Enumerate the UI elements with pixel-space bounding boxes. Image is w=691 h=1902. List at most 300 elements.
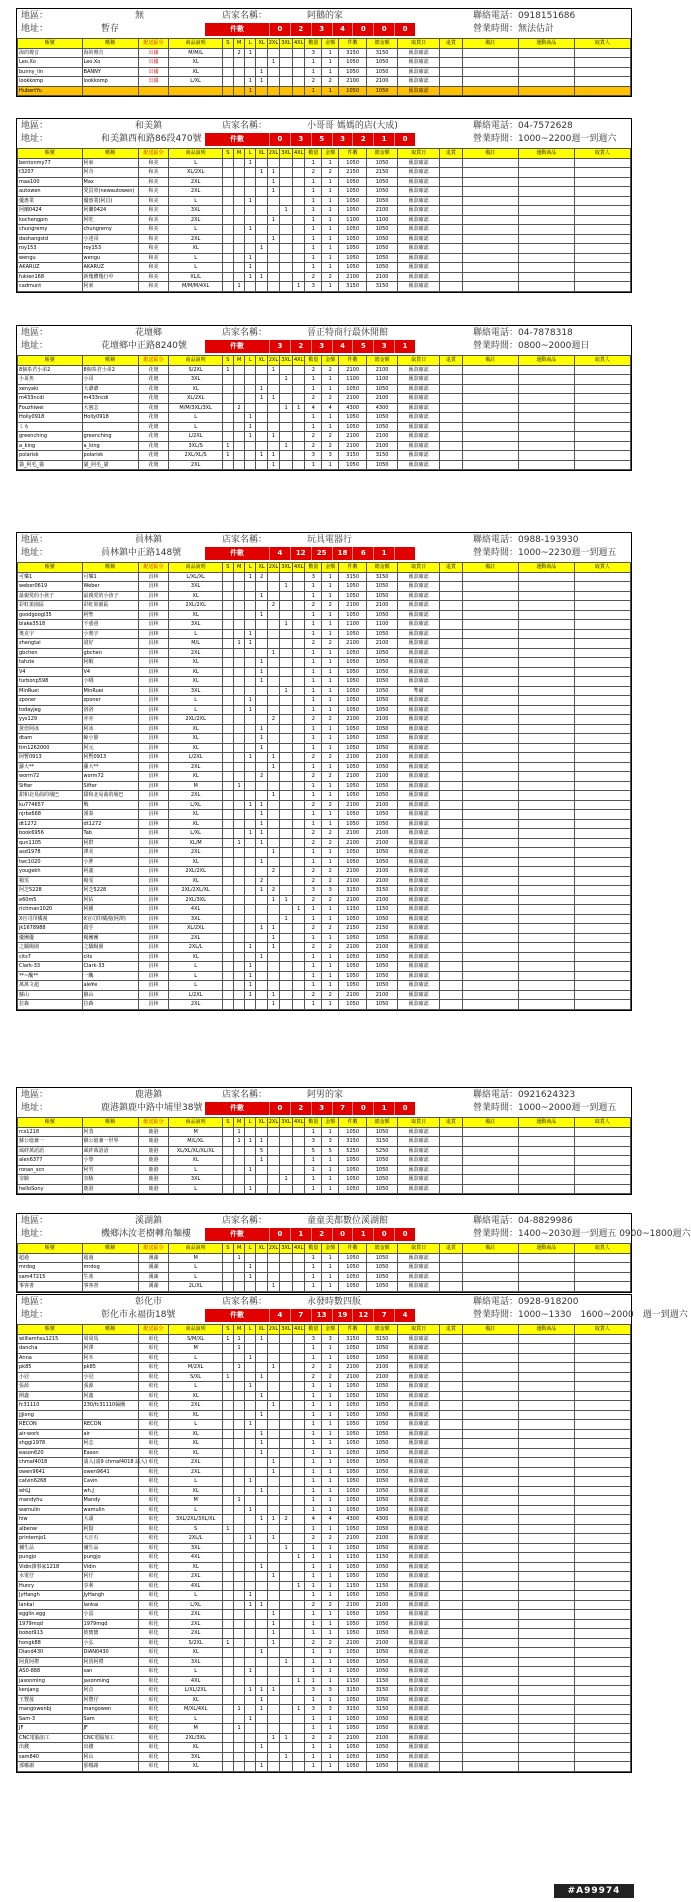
table-cell: air <box>82 1429 138 1439</box>
table-row[interactable] <box>18 629 631 639</box>
table-cell <box>222 1629 233 1639</box>
table-row[interactable] <box>18 1667 631 1677</box>
table-cell <box>280 1420 293 1430</box>
table-row[interactable] <box>18 1600 631 1610</box>
table-row[interactable] <box>18 1581 631 1591</box>
column-header: 商品說明 <box>169 39 222 49</box>
table-row[interactable] <box>18 1714 631 1724</box>
table-cell <box>245 781 256 791</box>
table-row[interactable] <box>18 762 631 772</box>
table-cell: 1 <box>267 215 280 225</box>
table-cell <box>267 1382 280 1392</box>
table-row[interactable] <box>18 1382 631 1392</box>
table-row[interactable] <box>18 1146 631 1156</box>
table-row[interactable] <box>18 48 631 58</box>
table-cell: 1050 <box>339 187 367 197</box>
table-row[interactable] <box>18 1410 631 1420</box>
table-cell: 1 <box>322 1000 339 1010</box>
table-row[interactable] <box>18 582 631 592</box>
table-row[interactable] <box>18 375 631 385</box>
table-cell <box>440 762 462 772</box>
table-row[interactable] <box>18 1752 631 1762</box>
table-row[interactable] <box>18 1401 631 1411</box>
table-row[interactable] <box>18 1477 631 1487</box>
table-cell: 花壇 <box>138 451 169 461</box>
table-row[interactable] <box>18 1372 631 1382</box>
table-row[interactable] <box>18 1127 631 1137</box>
table-cell: 3150 <box>339 48 367 58</box>
table-row[interactable] <box>18 394 631 404</box>
table-row[interactable] <box>18 187 631 197</box>
table-cell: 1 <box>245 413 256 423</box>
table-cell: 1050 <box>339 1175 367 1185</box>
table-cell <box>267 696 280 706</box>
table-row[interactable] <box>18 215 631 225</box>
table-row[interactable] <box>18 734 631 744</box>
table-row[interactable] <box>18 1353 631 1363</box>
table-row[interactable] <box>18 971 631 981</box>
table-row[interactable] <box>18 58 631 68</box>
table-cell <box>462 1695 518 1705</box>
table-cell <box>518 1553 574 1563</box>
table-row[interactable] <box>18 1363 631 1373</box>
table-cell: 1050 <box>339 1752 367 1762</box>
table-cell: 楊雯 <box>18 876 83 886</box>
table-cell: 1 <box>222 1334 233 1344</box>
table-row[interactable] <box>18 225 631 235</box>
table-row[interactable] <box>18 724 631 734</box>
table-cell <box>292 1524 305 1534</box>
table-cell: zponer <box>18 696 83 706</box>
table-row[interactable] <box>18 886 631 896</box>
table-row[interactable] <box>18 1572 631 1582</box>
table-cell: 匯款確認 <box>398 810 440 820</box>
table-row[interactable] <box>18 1253 631 1263</box>
table-row[interactable] <box>18 1429 631 1439</box>
table-cell: 匯款確認 <box>398 800 440 810</box>
table-cell <box>222 781 233 791</box>
table-row[interactable] <box>18 610 631 620</box>
table-cell <box>574 48 630 58</box>
table-cell: 匯款確認 <box>398 1505 440 1515</box>
table-row[interactable] <box>18 1334 631 1344</box>
table-cell: 1 <box>322 422 339 432</box>
table-row[interactable] <box>18 952 631 962</box>
table-cell <box>518 1334 574 1344</box>
table-row[interactable] <box>18 1458 631 1468</box>
table-cell <box>234 677 245 687</box>
table-row[interactable] <box>18 1344 631 1354</box>
table-row[interactable] <box>18 1724 631 1734</box>
table-row[interactable] <box>18 422 631 432</box>
table-row[interactable] <box>18 1486 631 1496</box>
table-cell: L <box>169 413 222 423</box>
table-cell: 2 <box>305 77 322 87</box>
table-cell <box>234 1165 245 1175</box>
table-cell: 1 <box>267 648 280 658</box>
table-cell <box>440 1282 462 1292</box>
table-row[interactable] <box>18 962 631 972</box>
table-cell: 1 <box>234 1496 245 1506</box>
table-row[interactable] <box>18 819 631 829</box>
table-cell <box>222 753 233 763</box>
table-row[interactable] <box>18 1165 631 1175</box>
table-cell: 1 <box>305 810 322 820</box>
table-cell: 1 <box>267 1733 280 1743</box>
table-cell: 1050 <box>367 819 398 829</box>
table-cell <box>440 432 462 442</box>
table-row[interactable] <box>18 177 631 187</box>
table-cell <box>245 1146 256 1156</box>
table-row[interactable] <box>18 1762 631 1772</box>
table-cell <box>518 648 574 658</box>
table-row[interactable] <box>18 1619 631 1629</box>
table-cell: 溪湖 <box>138 1253 169 1263</box>
table-cell: 1 <box>305 686 322 696</box>
column-header: 運動商品 <box>518 149 574 159</box>
table-cell: 2150 <box>367 924 398 934</box>
table-row[interactable] <box>18 403 631 413</box>
table-cell <box>234 1648 245 1658</box>
table-row[interactable] <box>18 800 631 810</box>
table-cell: goodgoogl35 <box>18 610 83 620</box>
table-cell: M/M/3XL/3XL <box>169 403 222 413</box>
table-row[interactable] <box>18 86 631 96</box>
table-cell: XL/L <box>169 272 222 282</box>
table-row[interactable] <box>18 1505 631 1515</box>
table-row[interactable] <box>18 933 631 943</box>
table-cell: 3150 <box>367 1137 398 1147</box>
table-row[interactable] <box>18 810 631 820</box>
table-row[interactable] <box>18 1610 631 1620</box>
column-header: 配送區分 <box>138 149 169 159</box>
table-row[interactable] <box>18 914 631 924</box>
table-row[interactable] <box>18 441 631 451</box>
table-cell: 不惑爸 <box>82 620 138 630</box>
table-row[interactable] <box>18 1175 631 1185</box>
table-cell <box>574 1458 630 1468</box>
table-cell: 1050 <box>339 1496 367 1506</box>
table-cell: cits <box>82 952 138 962</box>
table-row[interactable] <box>18 1263 631 1273</box>
table-row[interactable] <box>18 686 631 696</box>
table-cell <box>518 620 574 630</box>
table-row[interactable] <box>18 1657 631 1667</box>
table-cell <box>440 886 462 896</box>
table-cell <box>222 432 233 442</box>
table-row[interactable] <box>18 620 631 630</box>
table-cell <box>256 971 267 981</box>
table-row[interactable] <box>18 1439 631 1449</box>
table-cell: 事客書 <box>18 1282 83 1292</box>
table-row[interactable] <box>18 365 631 375</box>
table-cell <box>267 403 280 413</box>
table-cell: printemjo1 <box>18 1534 83 1544</box>
table-row[interactable] <box>18 1524 631 1534</box>
table-cell: 1 <box>305 1486 322 1496</box>
table-cell <box>574 177 630 187</box>
table-cell: 匯款確認 <box>398 1610 440 1620</box>
table-row[interactable] <box>18 77 631 87</box>
table-row[interactable] <box>18 696 631 706</box>
table-cell: 1 <box>256 1562 267 1572</box>
table-row[interactable] <box>18 1137 631 1147</box>
table-row[interactable] <box>18 867 631 877</box>
table-cell: 1 <box>305 1695 322 1705</box>
table-row[interactable] <box>18 263 631 273</box>
table-row[interactable] <box>18 639 631 649</box>
table-cell <box>462 933 518 943</box>
table-cell: 1 <box>256 1486 267 1496</box>
column-header: 2XL <box>268 357 279 364</box>
table-row[interactable] <box>18 677 631 687</box>
table-row[interactable] <box>18 990 631 1000</box>
column-header: 帳號 <box>18 1244 83 1254</box>
table-row[interactable] <box>18 282 631 292</box>
table-row[interactable] <box>18 460 631 470</box>
table-row[interactable] <box>18 772 631 782</box>
column-header: L <box>245 39 256 49</box>
table-row[interactable] <box>18 743 631 753</box>
table-row[interactable] <box>18 451 631 461</box>
table-row[interactable] <box>18 1648 631 1658</box>
table-row[interactable] <box>18 658 631 668</box>
store-phone: 聯絡電話：0988-193930 <box>473 535 579 545</box>
table-cell: 3 <box>305 572 322 582</box>
table-cell: M <box>169 1496 222 1506</box>
table-row[interactable] <box>18 244 631 254</box>
table-cell: 溪湖 <box>138 1272 169 1282</box>
table-cell: 匯款確認 <box>398 1344 440 1354</box>
table-row[interactable] <box>18 234 631 244</box>
table-row[interactable] <box>18 943 631 953</box>
table-cell <box>462 686 518 696</box>
table-row[interactable] <box>18 791 631 801</box>
table-cell: 1 <box>322 1477 339 1487</box>
table-cell <box>234 1714 245 1724</box>
table-cell: 1 <box>322 658 339 668</box>
table-cell: 匯款確認 <box>398 1353 440 1363</box>
table-cell: 1 <box>322 620 339 630</box>
table-row[interactable] <box>18 715 631 725</box>
table-cell: Weber <box>82 582 138 592</box>
table-cell <box>245 1253 256 1263</box>
table-cell <box>574 933 630 943</box>
table-cell: 員林 <box>138 981 169 991</box>
table-row[interactable] <box>18 67 631 77</box>
table-cell <box>234 1638 245 1648</box>
table-cell <box>518 772 574 782</box>
table-cell <box>222 168 233 178</box>
table-cell <box>440 158 462 168</box>
table-cell: 小冠 <box>82 1372 138 1382</box>
table-row[interactable] <box>18 1272 631 1282</box>
table-row[interactable] <box>18 1184 631 1194</box>
table-cell: 阿木 <box>82 1353 138 1363</box>
table-cell <box>222 1610 233 1620</box>
table-row[interactable] <box>18 1420 631 1430</box>
size-total-2xl: 1 <box>352 1228 373 1241</box>
table-cell: 1 <box>322 1410 339 1420</box>
table-cell <box>292 1467 305 1477</box>
table-row[interactable] <box>18 924 631 934</box>
table-row[interactable] <box>18 601 631 611</box>
table-row[interactable] <box>18 876 631 886</box>
table-row[interactable] <box>18 1638 631 1648</box>
table-cell: S/2XL <box>169 365 222 375</box>
table-cell <box>267 1156 280 1166</box>
table-cell <box>245 1448 256 1458</box>
table-cell: 2 <box>305 1638 322 1648</box>
table-cell: 1050 <box>339 1657 367 1667</box>
column-header: 取貨人 <box>574 149 630 159</box>
table-row[interactable] <box>18 753 631 763</box>
table-row[interactable] <box>18 1534 631 1544</box>
table-cell <box>574 77 630 87</box>
table-cell: 彰化 <box>138 1733 169 1743</box>
table-cell <box>574 187 630 197</box>
table-cell <box>222 1401 233 1411</box>
table-row[interactable] <box>18 1733 631 1743</box>
table-cell <box>245 1619 256 1629</box>
table-row[interactable] <box>18 848 631 858</box>
table-row[interactable] <box>18 272 631 282</box>
table-cell: 1 <box>245 753 256 763</box>
table-row[interactable] <box>18 648 631 658</box>
table-row[interactable] <box>18 781 631 791</box>
table-row[interactable] <box>18 1686 631 1696</box>
column-header: 暱稱 <box>82 563 138 573</box>
table-cell <box>267 1524 280 1534</box>
table-cell: 員林 <box>138 810 169 820</box>
table-cell: 2 <box>322 838 339 848</box>
size-total-m: 1 <box>290 1228 311 1241</box>
table-row[interactable] <box>18 705 631 715</box>
table-cell: 1 <box>322 1714 339 1724</box>
table-row[interactable] <box>18 981 631 991</box>
table-cell: 彰化 <box>138 1638 169 1648</box>
order-table <box>17 1243 631 1292</box>
table-cell: 2 <box>305 800 322 810</box>
table-cell: 1 <box>280 1657 293 1667</box>
table-row[interactable] <box>18 1496 631 1506</box>
address-label: 地址： <box>21 1229 49 1239</box>
table-row[interactable] <box>18 1591 631 1601</box>
table-row[interactable] <box>18 905 631 915</box>
table-row[interactable] <box>18 857 631 867</box>
table-row[interactable] <box>18 1467 631 1477</box>
table-row[interactable] <box>18 572 631 582</box>
table-cell <box>222 1420 233 1430</box>
table-cell <box>234 724 245 734</box>
table-cell <box>462 601 518 611</box>
table-row[interactable] <box>18 1743 631 1753</box>
table-row[interactable] <box>18 413 631 423</box>
table-row[interactable] <box>18 895 631 905</box>
column-header: 數量 <box>305 1118 322 1128</box>
table-cell: 1 <box>256 1334 267 1344</box>
table-row[interactable] <box>18 1695 631 1705</box>
table-cell <box>267 1695 280 1705</box>
table-cell: 2 <box>305 895 322 905</box>
table-row[interactable] <box>18 1543 631 1553</box>
table-row[interactable] <box>18 829 631 839</box>
table-row[interactable] <box>18 1282 631 1292</box>
table-cell: 2 <box>322 772 339 782</box>
table-cell <box>462 1382 518 1392</box>
table-cell <box>222 819 233 829</box>
table-cell: 1 <box>245 1667 256 1677</box>
column-header: 件數 <box>339 149 367 159</box>
table-cell: 2 <box>305 1600 322 1610</box>
table-cell: 1 <box>322 1724 339 1734</box>
table-cell <box>245 384 256 394</box>
table-cell: 1050 <box>339 629 367 639</box>
column-header: 商品說明 <box>169 563 222 573</box>
table-cell <box>574 572 630 582</box>
table-cell: 3150 <box>339 572 367 582</box>
table-cell: 3150 <box>339 451 367 461</box>
table-row[interactable] <box>18 253 631 263</box>
order-table <box>17 562 631 1010</box>
table-cell <box>267 282 280 292</box>
table-row[interactable] <box>18 667 631 677</box>
table-cell <box>292 384 305 394</box>
table-row[interactable] <box>18 1629 631 1639</box>
column-header: 數量 <box>305 39 322 49</box>
table-cell <box>280 1282 293 1292</box>
table-cell: 1050 <box>339 677 367 687</box>
table-cell: 匯款確認 <box>398 225 440 235</box>
table-cell <box>280 848 293 858</box>
table-row[interactable] <box>18 158 631 168</box>
table-cell <box>518 1591 574 1601</box>
table-row[interactable] <box>18 1705 631 1715</box>
table-row[interactable] <box>18 384 631 394</box>
table-cell <box>280 1391 293 1401</box>
table-cell <box>267 1146 280 1156</box>
table-row[interactable] <box>18 432 631 442</box>
table-cell <box>292 895 305 905</box>
table-cell <box>440 1334 462 1344</box>
table-row[interactable] <box>18 1448 631 1458</box>
table-row[interactable] <box>18 1156 631 1166</box>
table-row[interactable] <box>18 168 631 178</box>
table-cell <box>574 924 630 934</box>
table-row[interactable] <box>18 591 631 601</box>
table-cell <box>256 1467 267 1477</box>
table-row[interactable] <box>18 1000 631 1010</box>
table-cell: 匯款確認 <box>398 876 440 886</box>
table-row[interactable] <box>18 1515 631 1525</box>
table-cell <box>440 1363 462 1373</box>
table-row[interactable] <box>18 1553 631 1563</box>
table-row[interactable] <box>18 1676 631 1686</box>
table-cell: XL <box>169 819 222 829</box>
size-total-3xl: 1 <box>373 547 394 560</box>
table-cell: 花壇 <box>138 413 169 423</box>
table-row[interactable] <box>18 1562 631 1572</box>
table-cell <box>462 1344 518 1354</box>
table-row[interactable] <box>18 838 631 848</box>
table-row[interactable] <box>18 206 631 216</box>
table-row[interactable] <box>18 196 631 206</box>
table-cell <box>267 1553 280 1563</box>
table-row[interactable] <box>18 1391 631 1401</box>
column-header: 備註 <box>462 39 518 49</box>
table-cell <box>280 384 293 394</box>
table-cell: L/2XL <box>169 753 222 763</box>
